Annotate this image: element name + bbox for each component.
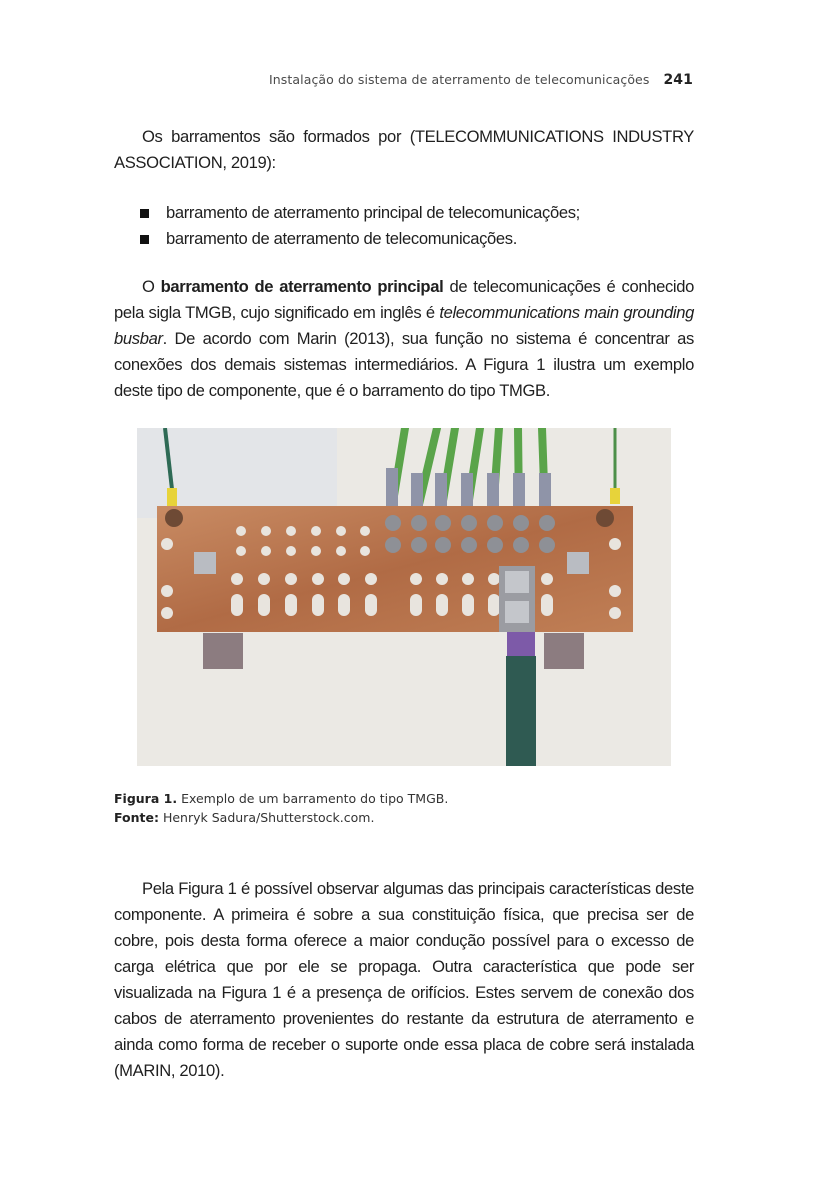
hole [541, 573, 553, 585]
list-item [138, 200, 580, 226]
figure-caption [114, 789, 448, 827]
caption-text: Exemplo de um barramento do tipo TMGB. [181, 791, 449, 806]
hole [365, 594, 377, 616]
hole [488, 573, 500, 585]
tmgb-paragraph [114, 274, 694, 404]
yellow-tag [610, 488, 620, 504]
running-head [0, 72, 693, 88]
body-text: . De acordo com Marin (2013), sua função no sistema é concentrar as conexões dos demais sistemas intermediários. A Figura 1 ilustra um exemplo deste tipo de componente, que é o barramento do tipo TMGB. [114, 329, 694, 400]
hole [285, 573, 297, 585]
hole [311, 546, 321, 556]
hole [338, 573, 350, 585]
hole [258, 594, 270, 616]
hole [436, 573, 448, 585]
hole [286, 546, 296, 556]
bolt [461, 537, 477, 553]
body-text: Pela Figura 1 é possível observar algumas das principais características deste componente. A primeira é sobre a sua constituição física, que precisa ser de cobre, pois desta forma oferece a maior condução possível para o excesso de carga elétrica que por ele se propaga. Outra característica que pode ser visualizada na Figura 1 é a presença de orifícios. Estes servem de conexão dos cabos de aterramento provenientes do restante da estrutura de aterramento e ainda como forma de receber o suporte onde essa placa de cobre será instalada (MARIN, 2010). [114, 879, 694, 1080]
hole [231, 594, 243, 616]
bolt [513, 537, 529, 553]
busbar-photo [137, 428, 671, 766]
hole [261, 546, 271, 556]
hole [410, 594, 422, 616]
hole [286, 526, 296, 536]
hole [231, 573, 243, 585]
page-number: 241 [663, 72, 693, 88]
hole [609, 607, 621, 619]
hole [488, 594, 500, 616]
list-item-text: barramento de aterramento principal de telecomunicações; [166, 203, 580, 222]
body-text: de telecomunicações é conhecido pela sigla TMGB, cujo significado em inglês é [114, 277, 694, 322]
hole [365, 573, 377, 585]
hole [336, 526, 346, 536]
bolt [539, 537, 555, 553]
hole [311, 526, 321, 536]
bolt [385, 537, 401, 553]
hole [258, 573, 270, 585]
hole [161, 607, 173, 619]
hole [541, 594, 553, 616]
hole [410, 573, 422, 585]
hole [161, 538, 173, 550]
hole [312, 573, 324, 585]
square-bullet-icon [140, 209, 149, 218]
source-text: Henryk Sadura/Shutterstock.com. [162, 810, 375, 825]
hole [161, 585, 173, 597]
hole [360, 546, 370, 556]
bullet-list [138, 200, 580, 252]
mounting-bracket [544, 633, 584, 669]
bolt [487, 515, 503, 531]
hole [462, 573, 474, 585]
hole [462, 594, 474, 616]
bolt [411, 515, 427, 531]
chapter-title: Instalação do sistema de aterramento de telecomunicações [268, 72, 650, 87]
hole [360, 526, 370, 536]
hole [609, 585, 621, 597]
hole [236, 546, 246, 556]
hole [338, 594, 350, 616]
main-cable [506, 656, 536, 766]
hole [261, 526, 271, 536]
hole [236, 526, 246, 536]
yellow-tag [167, 488, 177, 506]
intro-paragraph [114, 124, 694, 176]
bolt [435, 515, 451, 531]
mounting-bracket [203, 633, 243, 669]
square-bullet-icon [140, 235, 149, 244]
hole [336, 546, 346, 556]
hole [436, 594, 448, 616]
hole [285, 594, 297, 616]
hole [609, 538, 621, 550]
purple-sleeve [507, 632, 535, 656]
bold-term: barramento de aterramento principal [160, 277, 444, 296]
list-item-text: barramento de aterramento de telecomunicações. [166, 229, 518, 248]
characteristics-paragraph [114, 876, 694, 1084]
bolt [487, 537, 503, 553]
bolt [411, 537, 427, 553]
intro-text: Os barramentos são formados por (TELECOMMUNICATIONS INDUSTRY ASSOCIATION, 2019): [114, 127, 694, 172]
hole [312, 594, 324, 616]
bolt [461, 515, 477, 531]
caption-label: Figura 1. [114, 791, 178, 806]
source-label: Fonte: [114, 810, 159, 825]
figure-image [137, 428, 671, 766]
italic-term: telecommunications main grounding busbar [114, 303, 694, 348]
lead-text: O [142, 277, 155, 296]
list-item [138, 226, 580, 252]
bolt [539, 515, 555, 531]
bolt [385, 515, 401, 531]
bolt [513, 515, 529, 531]
bolt [435, 537, 451, 553]
